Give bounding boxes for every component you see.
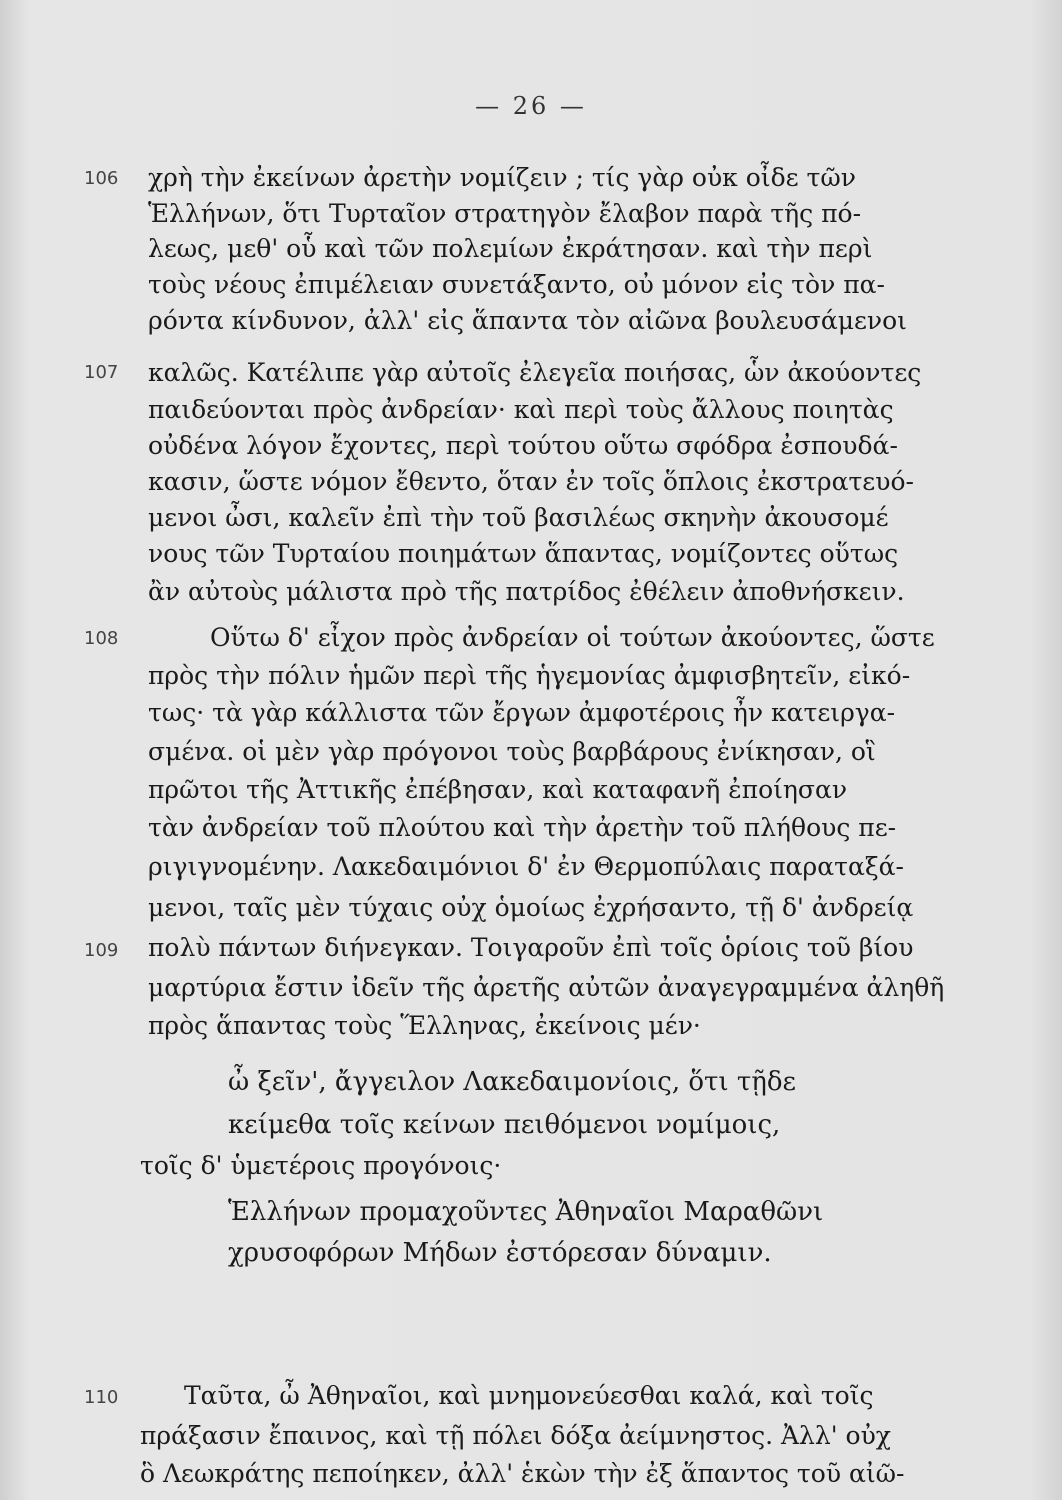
margin-number-106: 106 <box>84 168 119 189</box>
text-line: σμένα. οἱ μὲν γὰρ πρόγονοι τοὺς βαρβάρους ἐνίκησαν, οἳ <box>148 737 876 766</box>
text-line: πολὺ πάντων διήνεγκαν. Τοιγαροῦν ἐπὶ τοῖς ὁρίοις τοῦ βίου <box>148 933 914 962</box>
epigram-line: ὦ ξεῖν', ἄγγειλον Λακεδαιμονίοις, ὅτι τῇδε <box>228 1067 796 1097</box>
page-number: — 26 — <box>475 92 587 120</box>
transition-line: τοῖς δ' ὑμετέροις προγόνοις· <box>140 1151 502 1180</box>
text-line: παιδεύονται πρὸς ἀνδρείαν· καὶ περὶ τοὺς ἄλλους ποιητὰς <box>148 395 894 424</box>
epigram-line: χρυσοφόρων Μήδων ἐστόρεσαν δύναμιν. <box>228 1238 772 1268</box>
margin-number-109: 109 <box>84 940 119 961</box>
text-line: τως· τὰ γὰρ κάλλιστα τῶν ἔργων ἀμφοτέροις ἦν κατειργα- <box>148 698 896 727</box>
epigram-line: Ἑλλήνων προμαχοῦντες Ἀθηναῖοι Μαραθῶνι <box>228 1197 824 1227</box>
text-line: καλῶς. Κατέλιπε γὰρ αὐτοῖς ἐλεγεῖα ποιήσας, ὧν ἀκούοντες <box>148 358 922 387</box>
text-line: πράξασιν ἔπαινος, καὶ τῇ πόλει δόξα ἀείμνηστος. Ἀλλ' οὐχ <box>140 1421 891 1450</box>
text-line: τοὺς νέους ἐπιμέλειαν συνετάξαντο, οὐ μόνον εἰς τὸν πα- <box>148 270 885 299</box>
text-line: λεως, μεθ' οὗ καὶ τῶν πολεμίων ἐκράτησαν. καὶ τὴν περὶ <box>148 234 873 263</box>
text-line: μενοι ὦσι, καλεῖν ἐπὶ τὴν τοῦ βασιλέως σκηνὴν ἀκουσομέ <box>148 503 889 532</box>
margin-number-107: 107 <box>84 362 119 383</box>
epigram-line: κείμεθα τοῖς κείνων πειθόμενοι νομίμοις, <box>228 1110 781 1140</box>
text-line: χρὴ τὴν ἐκείνων ἀρετὴν νομίζειν ; τίς γὰρ οὐκ οἶδε τῶν <box>148 163 856 192</box>
text-line: ὃ Λεωκράτης πεποίηκεν, ἀλλ' ἑκὼν τὴν ἐξ ἅπαντος τοῦ αἰῶ- <box>140 1459 905 1488</box>
text-line: Οὕτω δ' εἶχον πρὸς ἀνδρείαν οἱ τούτων ἀκούοντες, ὥστε <box>210 623 935 652</box>
text-line: Ἑλλήνων, ὅτι Τυρταῖον στρατηγὸν ἔλαβον παρὰ τῆς πό- <box>148 199 862 228</box>
text-line: νους τῶν Τυρταίου ποιημάτων ἅπαντας, νομίζοντες οὕτως <box>148 539 899 568</box>
text-line: ἂν αὐτοὺς μάλιστα πρὸ τῆς πατρίδος ἐθέλειν ἀποθνήσκειν. <box>148 577 905 606</box>
text-line: πρὸς τὴν πόλιν ἡμῶν περὶ τῆς ἡγεμονίας ἀμφισβητεῖν, εἰκό- <box>148 661 911 690</box>
margin-number-108: 108 <box>84 628 119 649</box>
text-line: οὐδένα λόγον ἔχοντες, περὶ τούτου οὕτω σφόδρα ἐσπουδά- <box>148 431 898 460</box>
text-line: μαρτύρια ἔστιν ἰδεῖν τῆς ἀρετῆς αὐτῶν ἀναγεγραμμένα ἀληθῆ <box>148 973 945 1002</box>
text-line: κασιν, ὥστε νόμον ἔθεντο, ὅταν ἐν τοῖς ὅπλοις ἐκστρατευό- <box>148 467 914 496</box>
text-line: πρῶτοι τῆς Ἀττικῆς ἐπέβησαν, καὶ καταφανῆ ἐποίησαν <box>148 775 848 804</box>
text-line: πρὸς ἅπαντας τοὺς Ἕλληνας, ἐκείνοις μέν· <box>148 1011 701 1040</box>
margin-number-110: 110 <box>84 1387 119 1408</box>
text-line: Ταῦτα, ὦ Ἀθηναῖοι, καὶ μνημονεύεσθαι καλά, καὶ τοῖς <box>184 1381 874 1410</box>
text-line: μενοι, ταῖς μὲν τύχαις οὐχ ὁμοίως ἐχρήσαντο, τῇ δ' ἀνδρείᾳ <box>148 893 914 922</box>
text-line: ριγιγνομένην. Λακεδαιμόνιοι δ' ἐν Θερμοπύλαις παραταξά- <box>148 852 904 881</box>
text-line: τὰν ἀνδρείαν τοῦ πλούτου καὶ τὴν ἀρετὴν τοῦ πλήθους πε- <box>148 813 897 842</box>
text-line: ρόντα κίνδυνον, ἀλλ' εἰς ἅπαντα τὸν αἰῶνα βουλευσάμενοι <box>148 306 907 335</box>
